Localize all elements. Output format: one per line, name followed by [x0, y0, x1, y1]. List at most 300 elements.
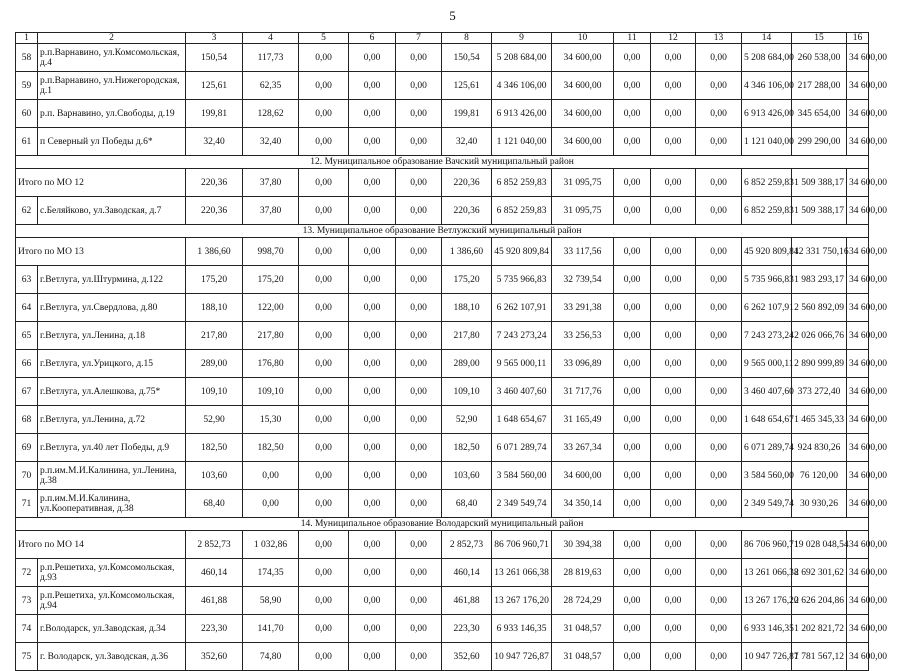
value-cell: 0,00: [299, 559, 349, 587]
value-cell: 0,00: [651, 434, 696, 462]
value-cell: 0,00: [614, 44, 651, 72]
total-cell: 0,00: [614, 238, 651, 266]
value-cell: 37,80: [243, 197, 299, 225]
row-number: 71: [16, 490, 38, 518]
value-cell: 1 121 040,00: [742, 128, 792, 156]
table-row: [16, 266, 869, 294]
value-cell: 0,00: [299, 643, 349, 671]
value-cell: 460,14: [186, 559, 243, 587]
value-cell: 0,00: [614, 559, 651, 587]
column-header-16: 16: [847, 33, 869, 44]
value-cell: 33 256,53: [552, 322, 614, 350]
value-cell: 7 243 273,24: [742, 322, 792, 350]
value-cell: 199,81: [442, 100, 492, 128]
value-cell: 32 739,54: [552, 266, 614, 294]
value-cell: 0,00: [696, 378, 742, 406]
total-cell: 12 331 750,16: [792, 238, 847, 266]
address-cell: г.Ветлуга, ул.40 лет Победы, д.9: [38, 434, 186, 462]
address-cell: г.Ветлуга, ул.Свердлова, д.80: [38, 294, 186, 322]
address-cell: г.Ветлуга, ул.Штурмина, д.122: [38, 266, 186, 294]
section-title: 14. Муниципальное образование Володарский муниципальный район: [16, 518, 869, 531]
address-cell: р.п.Решетиха, ул.Комсомольская, д.94: [38, 587, 186, 615]
value-cell: 0,00: [651, 378, 696, 406]
value-cell: 260 538,00: [792, 44, 847, 72]
total-cell: 1 509 388,17: [792, 169, 847, 197]
value-cell: 0,00: [696, 322, 742, 350]
value-cell: 0,00: [696, 44, 742, 72]
value-cell: 31 165,49: [552, 406, 614, 434]
value-cell: 6 933 146,35: [492, 615, 552, 643]
total-cell: 34 600,00: [847, 169, 869, 197]
address-cell: с.Беляйково, ул.Заводская, д.7: [38, 197, 186, 225]
address-cell: г.Ветлуга, ул.Ленина, д.18: [38, 322, 186, 350]
value-cell: 0,00: [299, 128, 349, 156]
total-cell: 0,00: [299, 531, 349, 559]
column-number-row: [16, 33, 869, 44]
value-cell: 34 600,00: [847, 72, 869, 100]
value-cell: 0,00: [299, 587, 349, 615]
value-cell: 31 048,57: [552, 643, 614, 671]
row-number: 60: [16, 100, 38, 128]
total-cell: 0,00: [299, 169, 349, 197]
value-cell: 13 261 066,38: [492, 559, 552, 587]
total-cell: 0,00: [299, 238, 349, 266]
total-cell: 0,00: [614, 531, 651, 559]
table-row: [16, 322, 869, 350]
value-cell: 2 349 549,74: [492, 490, 552, 518]
value-cell: 0,00: [614, 643, 651, 671]
table-row: [16, 197, 869, 225]
total-cell: 0,00: [396, 531, 442, 559]
table-body: [16, 33, 887, 671]
total-cell: 2 852,73: [186, 531, 243, 559]
value-cell: 0,00: [349, 615, 396, 643]
registry-table: [15, 32, 887, 671]
value-cell: 52,90: [186, 406, 243, 434]
total-cell: 37,80: [243, 169, 299, 197]
total-cell: 6 852 259,83: [492, 169, 552, 197]
total-cell: 0,00: [349, 238, 396, 266]
value-cell: 9 565 000,11: [742, 350, 792, 378]
column-header-10: 10: [552, 33, 614, 44]
value-cell: 6 852 259,83: [742, 197, 792, 225]
value-cell: 175,20: [243, 266, 299, 294]
value-cell: 2 890 999,89: [792, 350, 847, 378]
address-cell: р.п.Варнавино, ул.Комсомольская, д.4: [38, 44, 186, 72]
row-number: 69: [16, 434, 38, 462]
value-cell: 0,00: [614, 490, 651, 518]
value-cell: 34 600,00: [847, 615, 869, 643]
total-cell: 19 028 048,54: [792, 531, 847, 559]
value-cell: 125,61: [442, 72, 492, 100]
table-row: [16, 559, 869, 587]
value-cell: 34 600,00: [847, 322, 869, 350]
value-cell: 1 121 040,00: [492, 128, 552, 156]
value-cell: 2 626 204,86: [792, 587, 847, 615]
value-cell: 0,00: [299, 72, 349, 100]
value-cell: 34 600,00: [847, 378, 869, 406]
value-cell: 0,00: [299, 462, 349, 490]
row-number: 70: [16, 462, 38, 490]
value-cell: 68,40: [186, 490, 243, 518]
row-number: 68: [16, 406, 38, 434]
value-cell: 0,00: [651, 72, 696, 100]
value-cell: 0,00: [651, 266, 696, 294]
table-row: [16, 72, 869, 100]
value-cell: 34 600,00: [552, 462, 614, 490]
value-cell: 217,80: [186, 322, 243, 350]
value-cell: 6 071 289,74: [492, 434, 552, 462]
value-cell: 0,00: [396, 406, 442, 434]
value-cell: 6 852 259,83: [492, 197, 552, 225]
address-cell: г.Ветлуга, ул.Ленина, д.72: [38, 406, 186, 434]
total-cell: 0,00: [696, 169, 742, 197]
value-cell: 0,00: [349, 72, 396, 100]
row-number: 75: [16, 643, 38, 671]
value-cell: 461,88: [186, 587, 243, 615]
value-cell: 0,00: [349, 128, 396, 156]
value-cell: 103,60: [442, 462, 492, 490]
value-cell: 220,36: [186, 197, 243, 225]
value-cell: 0,00: [396, 615, 442, 643]
total-row: [16, 531, 869, 559]
address-cell: р.п. Варнавино, ул.Свободы, д.19: [38, 100, 186, 128]
value-cell: 68,40: [442, 490, 492, 518]
value-cell: 0,00: [299, 378, 349, 406]
table-row: [16, 128, 869, 156]
value-cell: 345 654,00: [792, 100, 847, 128]
section-header-row: [16, 518, 869, 531]
value-cell: 34 600,00: [847, 587, 869, 615]
table-row: [16, 378, 869, 406]
value-cell: 31 048,57: [552, 615, 614, 643]
value-cell: 15,30: [243, 406, 299, 434]
section-header-row: [16, 225, 869, 238]
value-cell: 0,00: [651, 587, 696, 615]
value-cell: 0,00: [614, 100, 651, 128]
value-cell: 352,60: [186, 643, 243, 671]
row-number: 62: [16, 197, 38, 225]
value-cell: 0,00: [696, 197, 742, 225]
value-cell: 109,10: [186, 378, 243, 406]
row-number: 63: [16, 266, 38, 294]
value-cell: 0,00: [299, 615, 349, 643]
value-cell: 0,00: [349, 266, 396, 294]
value-cell: 217 288,00: [792, 72, 847, 100]
value-cell: 0,00: [396, 350, 442, 378]
value-cell: 13 267 176,20: [742, 587, 792, 615]
column-header-4: 4: [243, 33, 299, 44]
value-cell: 182,50: [243, 434, 299, 462]
value-cell: 1 983 293,17: [792, 266, 847, 294]
value-cell: 33 291,38: [552, 294, 614, 322]
value-cell: 7 243 273,24: [492, 322, 552, 350]
value-cell: 34 600,00: [847, 350, 869, 378]
value-cell: 460,14: [442, 559, 492, 587]
total-cell: 31 095,75: [552, 169, 614, 197]
value-cell: 6 071 289,74: [742, 434, 792, 462]
value-cell: 0,00: [651, 350, 696, 378]
value-cell: 9 565 000,11: [492, 350, 552, 378]
total-cell: 0,00: [696, 531, 742, 559]
value-cell: 3 584 560,00: [742, 462, 792, 490]
value-cell: 0,00: [299, 322, 349, 350]
value-cell: 34 600,00: [847, 434, 869, 462]
value-cell: 31 095,75: [552, 197, 614, 225]
value-cell: 5 208 684,00: [492, 44, 552, 72]
column-header-14: 14: [742, 33, 792, 44]
value-cell: 0,00: [651, 100, 696, 128]
address-cell: г.Ветлуга, ул.Урицкого, д.15: [38, 350, 186, 378]
value-cell: 175,20: [186, 266, 243, 294]
value-cell: 0,00: [396, 128, 442, 156]
value-cell: 0,00: [349, 294, 396, 322]
value-cell: 0,00: [349, 462, 396, 490]
total-row: [16, 169, 869, 197]
value-cell: 0,00: [349, 378, 396, 406]
value-cell: 34 600,00: [847, 294, 869, 322]
total-cell: 45 920 809,84: [742, 238, 792, 266]
value-cell: 103,60: [186, 462, 243, 490]
value-cell: 0,00: [349, 350, 396, 378]
column-header-3: 3: [186, 33, 243, 44]
value-cell: 34 600,00: [847, 462, 869, 490]
column-header-5: 5: [299, 33, 349, 44]
table-row: [16, 615, 869, 643]
value-cell: 217,80: [442, 322, 492, 350]
value-cell: 182,50: [186, 434, 243, 462]
address-cell: г.Володарск, ул.Заводская, д.34: [38, 615, 186, 643]
table-row: [16, 44, 869, 72]
value-cell: 0,00: [651, 294, 696, 322]
value-cell: 0,00: [396, 587, 442, 615]
value-cell: 109,10: [243, 378, 299, 406]
value-cell: 223,30: [442, 615, 492, 643]
value-cell: 2 026 066,76: [792, 322, 847, 350]
total-cell: 0,00: [396, 238, 442, 266]
value-cell: 32,40: [243, 128, 299, 156]
total-cell: 34 600,00: [847, 531, 869, 559]
value-cell: 141,70: [243, 615, 299, 643]
value-cell: 0,00: [651, 322, 696, 350]
total-cell: 1 386,60: [442, 238, 492, 266]
value-cell: 34 600,00: [552, 128, 614, 156]
row-number: 66: [16, 350, 38, 378]
value-cell: 3 460 407,60: [492, 378, 552, 406]
value-cell: 2 692 301,62: [792, 559, 847, 587]
table-row: [16, 100, 869, 128]
total-cell: 45 920 809,84: [492, 238, 552, 266]
value-cell: 30 930,26: [792, 490, 847, 518]
value-cell: 0,00: [696, 559, 742, 587]
table-row: [16, 434, 869, 462]
value-cell: 0,00: [651, 44, 696, 72]
section-title: 13. Муниципальное образование Ветлужский муниципальный район: [16, 225, 869, 238]
value-cell: 34 600,00: [552, 100, 614, 128]
value-cell: 174,35: [243, 559, 299, 587]
value-cell: 0,00: [614, 462, 651, 490]
address-cell: р.п.им.М.И.Калинина, ул.Ленина, д.38: [38, 462, 186, 490]
total-cell: 33 117,56: [552, 238, 614, 266]
value-cell: 0,00: [614, 406, 651, 434]
value-cell: 34 600,00: [847, 559, 869, 587]
value-cell: 0,00: [651, 559, 696, 587]
total-cell: 0,00: [349, 169, 396, 197]
total-cell: 998,70: [243, 238, 299, 266]
value-cell: 32,40: [442, 128, 492, 156]
value-cell: 128,62: [243, 100, 299, 128]
total-cell: 86 706 960,71: [492, 531, 552, 559]
value-cell: 0,00: [396, 294, 442, 322]
value-cell: 289,00: [186, 350, 243, 378]
value-cell: 122,00: [243, 294, 299, 322]
page-number: 5: [449, 8, 456, 23]
value-cell: 175,20: [442, 266, 492, 294]
value-cell: 13 261 066,38: [742, 559, 792, 587]
value-cell: 150,54: [186, 44, 243, 72]
value-cell: 0,00: [696, 128, 742, 156]
column-header-8: 8: [442, 33, 492, 44]
value-cell: 461,88: [442, 587, 492, 615]
value-cell: 0,00: [396, 266, 442, 294]
address-cell: р.п.Решетиха, ул.Комсомольская, д.93: [38, 559, 186, 587]
table-row: [16, 294, 869, 322]
total-label: Итого по МО 13: [16, 238, 186, 266]
table-row: [16, 490, 869, 518]
value-cell: 0,00: [396, 462, 442, 490]
column-header-12: 12: [651, 33, 696, 44]
row-number: 73: [16, 587, 38, 615]
value-cell: 10 947 726,87: [492, 643, 552, 671]
value-cell: 52,90: [442, 406, 492, 434]
value-cell: 1 202 821,72: [792, 615, 847, 643]
total-cell: 2 852,73: [442, 531, 492, 559]
value-cell: 0,00: [614, 197, 651, 225]
total-cell: 0,00: [696, 238, 742, 266]
value-cell: 0,00: [299, 434, 349, 462]
value-cell: 0,00: [696, 490, 742, 518]
column-header-6: 6: [349, 33, 396, 44]
table-row: [16, 587, 869, 615]
value-cell: 0,00: [299, 100, 349, 128]
value-cell: 223,30: [186, 615, 243, 643]
value-cell: 176,80: [243, 350, 299, 378]
value-cell: 0,00: [696, 266, 742, 294]
value-cell: 0,00: [696, 72, 742, 100]
value-cell: 34 600,00: [847, 128, 869, 156]
value-cell: 0,00: [243, 462, 299, 490]
value-cell: 0,00: [614, 322, 651, 350]
value-cell: 0,00: [696, 350, 742, 378]
value-cell: 4 346 106,00: [492, 72, 552, 100]
value-cell: 125,61: [186, 72, 243, 100]
value-cell: 0,00: [614, 128, 651, 156]
value-cell: 33 267,34: [552, 434, 614, 462]
value-cell: 33 096,89: [552, 350, 614, 378]
value-cell: 34 350,14: [552, 490, 614, 518]
value-cell: 0,00: [299, 350, 349, 378]
value-cell: 0,00: [349, 44, 396, 72]
value-cell: 0,00: [349, 434, 396, 462]
row-number: 72: [16, 559, 38, 587]
total-cell: 220,36: [442, 169, 492, 197]
table-row: [16, 462, 869, 490]
row-number: 74: [16, 615, 38, 643]
value-cell: 0,00: [614, 294, 651, 322]
value-cell: 6 262 107,91: [492, 294, 552, 322]
value-cell: 32,40: [186, 128, 243, 156]
value-cell: 117,73: [243, 44, 299, 72]
value-cell: 188,10: [442, 294, 492, 322]
column-header-11: 11: [614, 33, 651, 44]
value-cell: 0,00: [396, 44, 442, 72]
value-cell: 2 560 892,09: [792, 294, 847, 322]
value-cell: 352,60: [442, 643, 492, 671]
total-label: Итого по МО 14: [16, 531, 186, 559]
value-cell: 0,00: [299, 266, 349, 294]
table-row: [16, 643, 869, 671]
value-cell: 0,00: [651, 643, 696, 671]
value-cell: 76 120,00: [792, 462, 847, 490]
value-cell: 924 830,26: [792, 434, 847, 462]
value-cell: 5 735 966,83: [742, 266, 792, 294]
value-cell: 0,00: [651, 406, 696, 434]
value-cell: 0,00: [696, 100, 742, 128]
value-cell: 0,00: [396, 100, 442, 128]
value-cell: 58,90: [243, 587, 299, 615]
total-cell: 1 386,60: [186, 238, 243, 266]
value-cell: 3 460 407,60: [742, 378, 792, 406]
value-cell: 2 349 549,74: [742, 490, 792, 518]
value-cell: 6 913 426,00: [742, 100, 792, 128]
value-cell: 1 648 654,67: [492, 406, 552, 434]
value-cell: 6 913 426,00: [492, 100, 552, 128]
value-cell: 0,00: [349, 559, 396, 587]
value-cell: 0,00: [696, 462, 742, 490]
address-cell: п Северный ул Победы д.6*: [38, 128, 186, 156]
value-cell: 0,00: [299, 197, 349, 225]
total-cell: 0,00: [651, 238, 696, 266]
value-cell: 0,00: [614, 378, 651, 406]
value-cell: 6 262 107,91: [742, 294, 792, 322]
total-cell: 220,36: [186, 169, 243, 197]
value-cell: 373 272,40: [792, 378, 847, 406]
value-cell: 0,00: [396, 378, 442, 406]
value-cell: 34 600,00: [552, 44, 614, 72]
total-cell: 30 394,38: [552, 531, 614, 559]
row-number: 58: [16, 44, 38, 72]
value-cell: 28 819,63: [552, 559, 614, 587]
value-cell: 220,36: [442, 197, 492, 225]
value-cell: 0,00: [651, 490, 696, 518]
value-cell: 109,10: [442, 378, 492, 406]
column-header-9: 9: [492, 33, 552, 44]
total-cell: 0,00: [396, 169, 442, 197]
value-cell: 289,00: [442, 350, 492, 378]
value-cell: 0,00: [396, 72, 442, 100]
value-cell: 10 947 726,87: [742, 643, 792, 671]
value-cell: 28 724,29: [552, 587, 614, 615]
value-cell: 0,00: [396, 322, 442, 350]
value-cell: 34 600,00: [847, 490, 869, 518]
row-number: 65: [16, 322, 38, 350]
value-cell: 0,00: [614, 350, 651, 378]
column-header-1: 1: [16, 33, 38, 44]
value-cell: 0,00: [349, 643, 396, 671]
value-cell: 0,00: [651, 128, 696, 156]
value-cell: 0,00: [614, 587, 651, 615]
value-cell: 0,00: [396, 643, 442, 671]
